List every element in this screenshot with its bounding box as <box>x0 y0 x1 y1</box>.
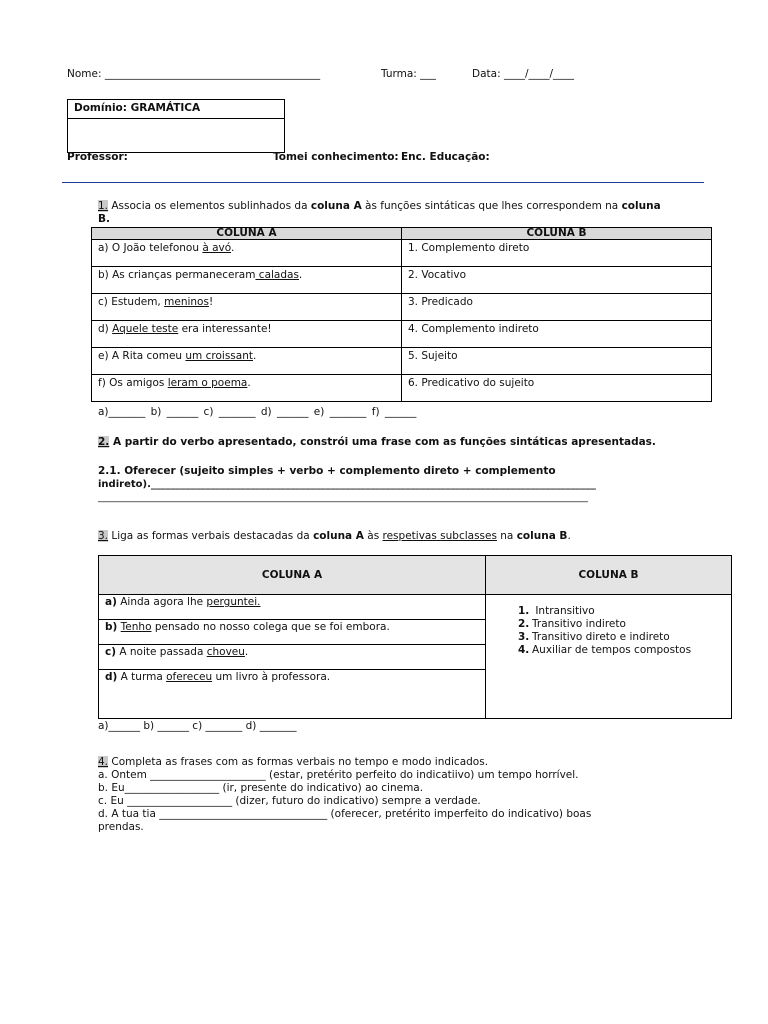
list-item: a) Ainda agora lhe perguntei. <box>99 595 485 620</box>
q3-table <box>98 555 732 719</box>
q1-col-a-header: COLUNA A <box>92 228 402 240</box>
list-item: 3. Transitivo direto e indireto <box>518 631 670 643</box>
tomei-conhecimento-label: Tomei conhecimento: <box>273 151 399 163</box>
q3-answer-line[interactable]: a)______ b) ______ c) _______ d) _______ <box>98 720 297 732</box>
q2-answer-line-2[interactable]: __________________________________________________________________________________________________ <box>98 492 588 503</box>
q1-b-cell: 6. Predicativo do sujeito <box>402 375 712 402</box>
table-row <box>92 321 712 348</box>
q1-table <box>91 227 712 402</box>
q4-instruction: 4. Completa as frases com as formas verbais no tempo e modo indicados. <box>98 756 489 768</box>
q3-instruction: 3. Liga as formas verbais destacadas da coluna A às respetivas subclasses na coluna B. <box>98 530 571 542</box>
list-item: c) A noite passada choveu. <box>99 645 485 670</box>
q4-line-a[interactable]: a. Ontem ______________________ (estar, pretérito perfeito do indicatiivo) um tempo horrível. <box>98 769 579 781</box>
q2-answer-line-1[interactable]: indireto)._________________________________________________________________________________________ <box>98 479 596 490</box>
q3-col-a-cell <box>99 595 486 719</box>
enc-educacao-label: Enc. Educação: <box>401 151 490 163</box>
table-row <box>92 375 712 402</box>
table-row <box>92 348 712 375</box>
turma-field[interactable]: Turma: ___ <box>381 68 436 80</box>
table-row <box>92 294 712 321</box>
q3-options-list <box>518 605 731 657</box>
list-item: 4. Auxiliar de tempos compostos <box>518 644 692 656</box>
q1-a-cell: c) Estudem, meninos! <box>92 294 402 321</box>
q4-line-c[interactable]: c. Eu ____________________ (dizer, futuro do indicativo) sempre a verdade. <box>98 795 481 807</box>
q3-col-b-header: COLUNA B <box>486 556 732 595</box>
q1-a-cell: f) Os amigos leram o poema. <box>92 375 402 402</box>
q2-instruction: 2. A partir do verbo apresentado, constrói uma frase com as funções sintáticas apresentadas. <box>98 436 656 448</box>
nome-field[interactable]: Nome: _________________________________________ <box>67 68 321 80</box>
list-item: 2. Transitivo indireto <box>518 618 626 630</box>
list-item: d) A turma ofereceu um livro à professora. <box>105 671 331 683</box>
q4-line-d[interactable]: d. A tua tia ________________________________ (oferecer, pretérito imperfeito do indicativo) boas <box>98 808 592 820</box>
q1-instruction: 1. Associa os elementos sublinhados da coluna A às funções sintáticas que lhes correspondem na coluna <box>98 200 661 212</box>
list-item: 1. Intransitivo <box>518 605 595 617</box>
q3-col-b-cell <box>486 595 732 719</box>
q3-col-a-header: COLUNA A <box>99 556 486 595</box>
list-item: b) Tenho pensado no nosso colega que se foi embora. <box>99 620 485 645</box>
q1-b-cell: 2. Vocativo <box>402 267 712 294</box>
table-row <box>92 267 712 294</box>
q1-answer-line[interactable]: a)_______ b) ______ c) _______ d) ______ e) _______ f) ______ <box>98 406 417 418</box>
dominio-box <box>67 99 285 153</box>
data-field[interactable]: Data: ____/____/____ <box>472 68 575 80</box>
q1-col-b-header: COLUNA B <box>402 228 712 240</box>
q1-instruction-cont: B. <box>98 213 110 225</box>
dominio-label: Domínio: GRAMÁTICA <box>68 100 284 119</box>
q1-a-cell: e) A Rita comeu um croissant. <box>92 348 402 375</box>
q1-b-cell: 1. Complemento direto <box>402 240 712 267</box>
q1-a-cell: b) As crianças permaneceram caladas. <box>92 267 402 294</box>
table-row <box>92 240 712 267</box>
q1-a-cell: d) Aquele teste era interessante! <box>92 321 402 348</box>
q1-a-cell: a) O João telefonou à avó. <box>92 240 402 267</box>
q1-b-cell: 4. Complemento indireto <box>402 321 712 348</box>
professor-label: Professor: <box>67 151 128 163</box>
q1-b-cell: 5. Sujeito <box>402 348 712 375</box>
q4-line-b[interactable]: b. Eu__________________ (ir, presente do indicativo) ao cinema. <box>98 782 424 794</box>
q4-line-d-cont: prendas. <box>98 821 144 833</box>
header-divider <box>62 182 704 183</box>
q1-b-cell: 3. Predicado <box>402 294 712 321</box>
q2-sub-instruction: 2.1. Oferecer (sujeito simples + verbo + complemento direto + complemento <box>98 465 556 477</box>
